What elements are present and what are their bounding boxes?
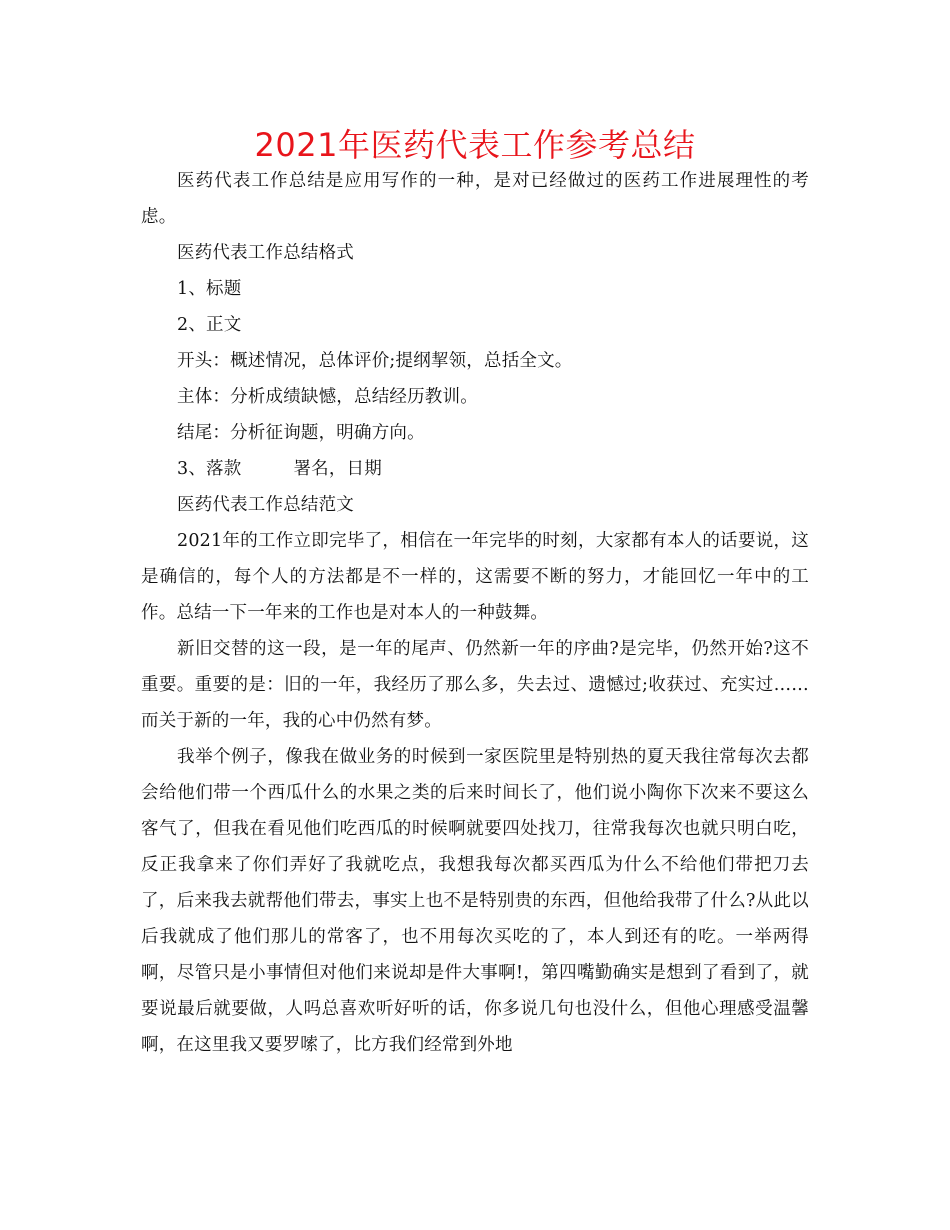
paragraph-sample-2: 新旧交替的这一段，是一年的尾声、仍然新一年的序曲?是完毕，仍然开始?这不重要。重要的是：旧的一年，我经历了那么多，失去过、遗憾过;收获过、充实过……而关于新的一年，我的心中仍然有梦。 bbox=[141, 639, 809, 731]
paragraph-intro: 医药代表工作总结是应用写作的一种，是对已经做过的医药工作进展理性的考虑。 bbox=[141, 171, 809, 227]
paragraph-item-body: 2、正文 bbox=[177, 315, 242, 335]
paragraph-ending: 结尾：分析征询题，明确方向。 bbox=[177, 423, 425, 443]
paragraph-sample-heading: 医药代表工作总结范文 bbox=[177, 495, 354, 515]
paragraph-format-heading: 医药代表工作总结格式 bbox=[177, 243, 354, 263]
document-title: 2021年医药代表工作参考总结 bbox=[254, 126, 696, 164]
document-body bbox=[141, 163, 809, 1063]
paragraph-main-body: 主体：分析成绩缺憾，总结经历教训。 bbox=[177, 387, 478, 407]
paragraph-signature bbox=[141, 451, 809, 487]
paragraph-sample-3: 我举个例子，像我在做业务的时候到一家医院里是特别热的夏天我往常每次去都会给他们带一个西瓜什么的水果之类的后来时间长了，他们说小陶你下次来不要这么客气了，但我在看见他们吃西瓜的时候啊就要四处找刀，往常我每次也就只明白吃，反正我拿来了你们弄好了我就吃点，我想我每次都买西瓜为什么不给他们带把刀去了，后来我去就帮他们带去，事实上也不是特别贵的东西，但他给我带了什么?从此以后我就成了他们那儿的常客了，也不用每次买吃的了，本人到还有的吃。一举两得啊，尽管只是小事情但对他们来说却是件大事啊!，第四嘴勤确实是想到了看到了，就要说最后就要做，人吗总喜欢听好听的话，你多说几句也没什么，但他心理感受温馨啊，在这里我又要罗嗦了，比方我们经常到外地 bbox=[141, 747, 809, 1055]
paragraph-item-title: 1、标题 bbox=[177, 279, 242, 299]
signature-label: 3、落款 bbox=[177, 459, 242, 479]
paragraph-sample-1: 2021年的工作立即完毕了，相信在一年完毕的时刻，大家都有本人的话要说，这是确信的，每个人的方法都是不一样的，这需要不断的努力，才能回忆一年中的工作。总结一下一年来的工作也是对本人的一种鼓舞。 bbox=[141, 531, 809, 623]
paragraph-opening: 开头：概述情况，总体评价;提纲挈领，总括全文。 bbox=[177, 351, 573, 371]
signature-note: 署名，日期 bbox=[293, 459, 382, 479]
